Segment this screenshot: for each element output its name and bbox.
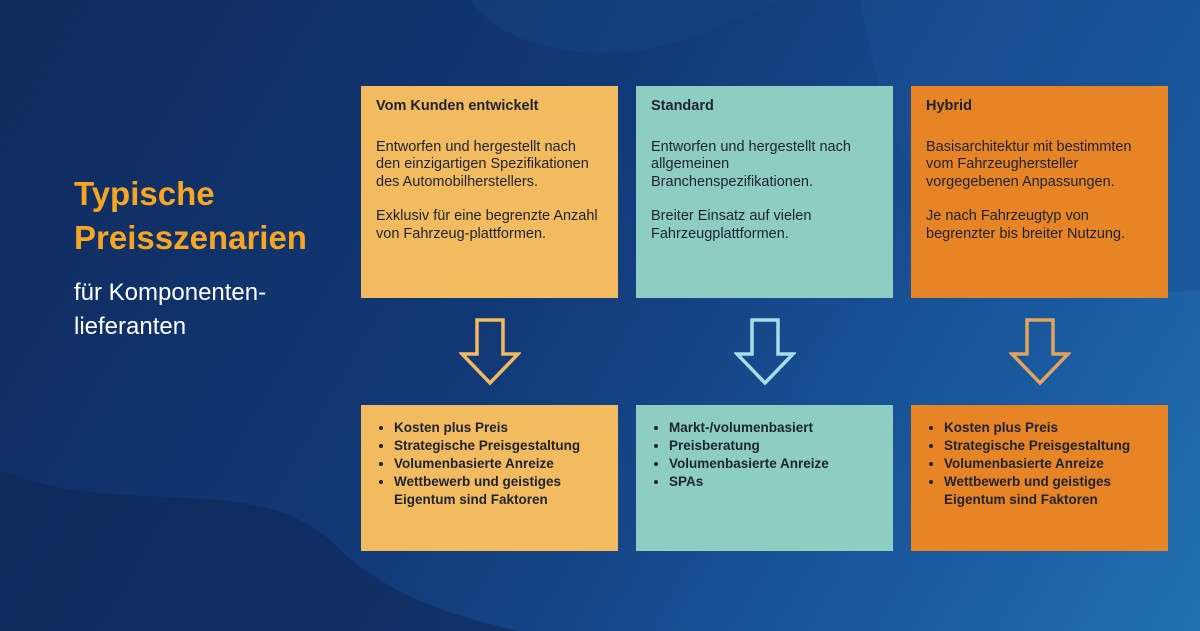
list-item: • Markt-/volumenbasiert [669, 419, 879, 437]
pricing-box-custom [361, 405, 618, 551]
scenario-title: Hybrid [926, 98, 972, 114]
scenario-box-standard [636, 86, 893, 298]
list-item: • SPAs [669, 473, 879, 491]
scenario-box-hybrid [911, 86, 1168, 298]
pricing-list [376, 419, 604, 509]
headline-line-2: Preisszenarien [74, 219, 307, 256]
headline [74, 172, 354, 260]
list-item: • Wettbewerb und geistiges Eigentum sind Faktoren [394, 473, 604, 509]
pricing-box-hybrid [911, 405, 1168, 551]
subheadline [74, 276, 354, 344]
list-item: • Strategische Preisgestaltung [394, 437, 604, 455]
headline-line-1: Typische [74, 175, 215, 212]
scenario-usage: Je nach Fahrzeugtyp von begrenzter bis breiter Nutzung. [926, 208, 1126, 242]
list-item: • Preisberatung [669, 437, 879, 455]
pricing-box-standard [636, 405, 893, 551]
scenario-usage: Breiter Einsatz auf vielen Fahrzeugplattformen. [651, 208, 812, 242]
subheadline-line-2: lieferanten [74, 313, 187, 340]
pricing-list [926, 419, 1154, 509]
down-arrow-icon [1009, 318, 1071, 386]
scenario-box-custom [361, 86, 618, 298]
scenario-usage: Exklusiv für eine begrenzte Anzahl von Fahrzeug-plattformen. [376, 208, 598, 242]
pricing-list [651, 419, 879, 491]
list-item: • Volumenbasierte Anreize [669, 455, 879, 473]
scenario-description: Entworfen und hergestellt nach den einzigartigen Spezifikationen des Automobilherstellers. [376, 138, 589, 190]
scenario-description: Entworfen und hergestellt nach allgemeinen Branchenspezifikationen. [651, 138, 851, 190]
list-item: • Volumenbasierte Anreize [944, 455, 1154, 473]
down-arrow-icon [734, 318, 796, 386]
down-arrow-icon [459, 318, 521, 386]
scenario-title: Standard [651, 98, 714, 114]
list-item: • Kosten plus Preis [394, 419, 604, 437]
list-item: • Wettbewerb und geistiges Eigentum sind Faktoren [944, 473, 1154, 509]
scenario-title: Vom Kunden entwickelt [376, 98, 539, 114]
list-item: • Kosten plus Preis [944, 419, 1154, 437]
scenario-description: Basisarchitektur mit bestimmten vom Fahrzeughersteller vorgegebenen Anpassungen. [926, 138, 1132, 190]
list-item: • Volumenbasierte Anreize [394, 455, 604, 473]
list-item: • Strategische Preisgestaltung [944, 437, 1154, 455]
subheadline-line-1: für Komponenten- [74, 279, 267, 306]
